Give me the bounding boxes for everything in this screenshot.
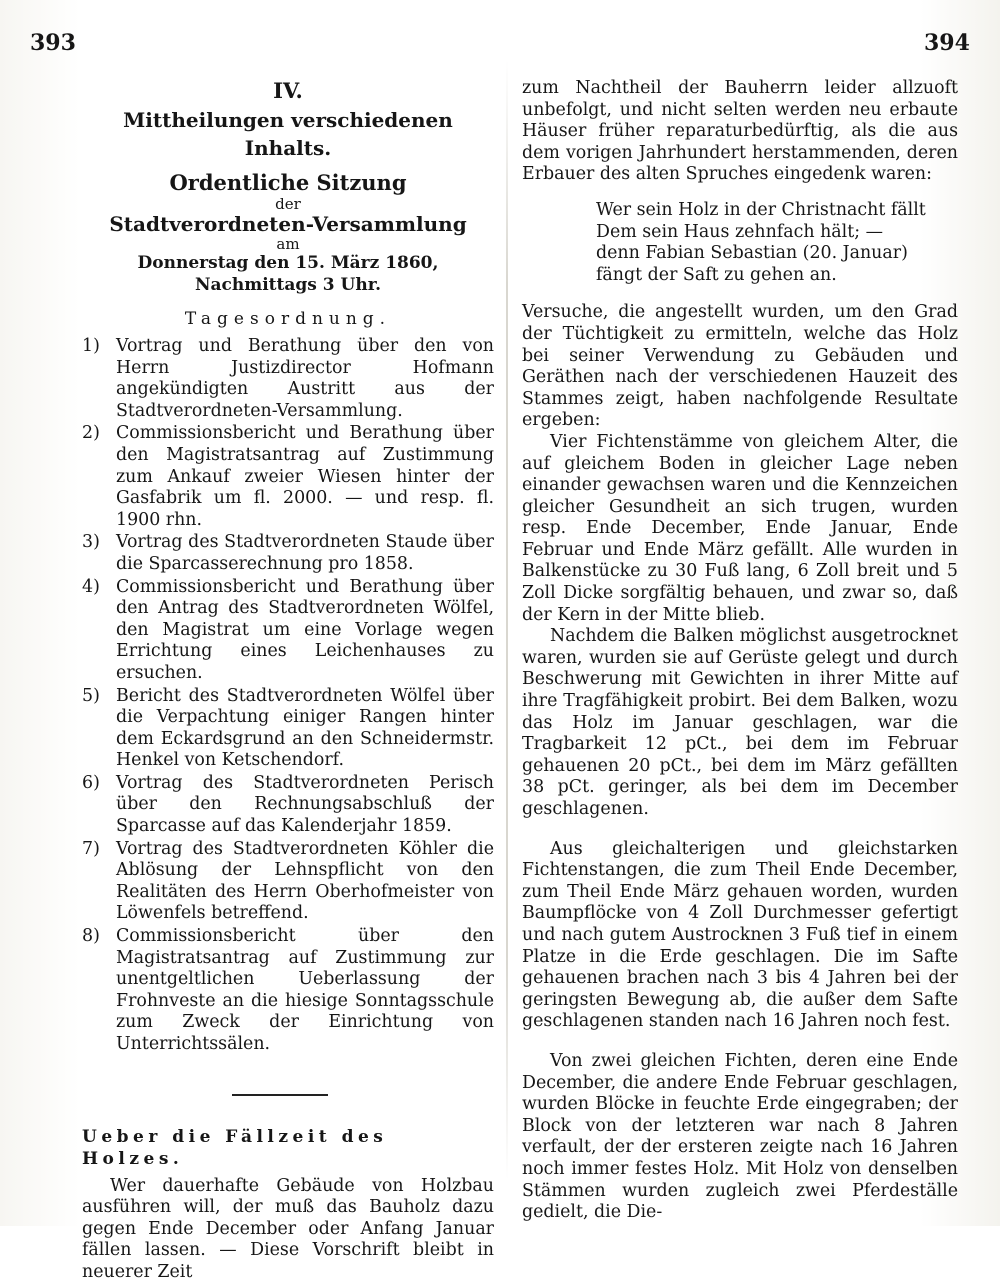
- meeting-date: Donnerstag den 15. März 1860,: [137, 253, 439, 273]
- spacer: [522, 1033, 958, 1051]
- agenda-item-number: 2): [82, 423, 100, 444]
- meeting-assembly: Stadtverordneten-Versammlung: [109, 212, 467, 236]
- agenda-item: [82, 577, 494, 685]
- verse-line: Wer sein Holz in der Christnacht fällt: [596, 199, 926, 220]
- verse-line: Dem sein Haus zehnfach hält; —: [596, 221, 883, 242]
- agenda-item-text: Vortrag des Stadtverordneten Perisch über den Rechnungsabschluß der Sparcasse auf das Kalenderjahr 1859.: [116, 772, 494, 837]
- left-column: [82, 78, 494, 1284]
- paragraph: Aus gleichalterigen und gleichstarken Fichtenstangen, die zum Theil Ende December, zum Theil Ende März gehauen worden, wurden Baumpflöcke von 4 Zoll Durchmesser gefertigt und nach gutem Austrocknen 3 Fuß tief in einem Platze in die Erde geschlagen. Die im Safte gehauenen brachen nach 3 bis 4 Jahren bei der geringsten Bewegung ab, die außer dem Safte geschlagenen standen nach 16 Jahren noch fest.: [522, 838, 958, 1032]
- agenda-item-text: Commissionsbericht und Berathung über den Magistratsantrag auf Zustimmung zum Ankauf zweier Wiesen hinter der Gasfabrik um fl. 2000. — und resp. fl. 1900 rhn.: [116, 423, 494, 530]
- paragraph: Nachdem die Balken möglichst ausgetrocknet waren, wurden sie auf Gerüste gelegt und durch Beschwerung mit Gewichten in ihrer Mitte auf ihre Tragfähigkeit probirt. Bei dem Balken, wozu das Holz im Januar geschlagen, war die Tragbarkeit 12 pCt., bei dem im Februar gehauenen 20 pCt., bei dem im März gefällten 38 pCt. geringer, als bei dem im December geschlagenen.: [522, 626, 958, 819]
- agenda-item: [82, 532, 494, 575]
- agenda-item-text: Commissionsbericht über den Magistratsantrag auf Zustimmung zur unentgeltlichen Ueberlassung der Frohnveste an die hiesige Sonntagsschule zum Zweck der Einrichtung von Unterrichtssälen.: [116, 926, 494, 1054]
- meeting-der: der: [275, 195, 301, 213]
- paragraph: zum Nachtheil der Bauherrn leider allzuoft unbefolgt, und nicht selten werden neu erbaute Häuser früher reparaturbedürftig, als die aus dem vorigen Jahrhundert herstammenden, deren Erbauer des alten Spruches eingedenk waren:: [522, 78, 958, 185]
- agenda-item-text: Vortrag des Stadtverordneten Köhler die Ablösung der Lehnspflicht von den Realitäten des Herrn Oberhofmeister von Löwenfels betreffend.: [116, 838, 494, 924]
- agenda-item: [82, 423, 494, 531]
- agenda-item-number: 8): [82, 926, 100, 947]
- meeting-title: Ordentliche Sitzung: [169, 170, 407, 195]
- book-gutter: [506, 60, 508, 1180]
- agenda-item: [82, 839, 494, 925]
- paragraph: Von zwei gleichen Fichten, deren eine Ende December, die andere Ende Februar geschlagen, wurden Blöcke in feuchte Erde eingegraben; der Block von der letzteren war nach 8 Jahren verfault, der der ersteren zeigte nach 16 Jahren noch immer festes Holz. Mit Holz von denselben Stämmen wurden zugleich zwei Pferdeställe gedielt, die Die-: [522, 1050, 958, 1223]
- agenda-item-number: 3): [82, 532, 100, 553]
- agenda-item-text: Bericht des Stadtverordneten Wölfel über die Verpachtung einiger Rangen hinter dem Eckardsgrund an den Schneidermstr. Henkel von Ketschendorf.: [116, 685, 494, 771]
- agenda-item: [82, 336, 494, 422]
- paragraph: Versuche, die angestellt wurden, um den Grad der Tüchtigkeit zu ermitteln, welche das Holz bei seiner Verwendung zu Gebäuden und Geräthen nach der verschiedenen Hauzeit des Stammes zeigt, haben nachfolgende Resultate ergeben:: [522, 302, 958, 431]
- meeting-time: Nachmittags 3 Uhr.: [194, 275, 382, 295]
- agenda-item-number: 1): [82, 336, 100, 356]
- agenda-item-text: Vortrag und Berathung über den von Herrn Justizdirector Hofmann angekündigten Austritt aus der Stadtverordneten-Versammlung.: [116, 336, 494, 421]
- agenda-item-number: 6): [82, 772, 100, 793]
- agenda-heading: Tagesordnung.: [184, 309, 392, 329]
- agenda-item-text: Vortrag des Stadtverordneten Staude über die Sparcasserechnung pro 1858.: [116, 532, 494, 574]
- section-divider: [232, 1094, 328, 1096]
- spacer: [522, 821, 958, 839]
- verse-line: fängt der Saft zu gehen an.: [596, 264, 837, 285]
- agenda-item: [82, 773, 494, 838]
- page-number-left: 393: [30, 30, 76, 56]
- verse-line: denn Fabian Sebastian (20. Januar): [596, 243, 908, 264]
- agenda-item-text: Commissionsbericht und Berathung über den Antrag des Stadtverordneten Wölfel, den Magistrat um eine Vorlage wegen Errichtung eines Leichenhauses zu ersuchen.: [116, 576, 494, 683]
- paragraph: Vier Fichtenstämme von gleichem Alter, die auf gleichem Boden in gleicher Lage neben einander gewachsen waren und die Kennzeichen gleicher Gesundheit an sich trugen, wurden resp. Ende December, Ende Januar, Ende Februar und Ende März gefällt. Alle wurden in Balkenstücke zu 30 Fuß lang, 6 Zoll breit und 5 Zoll Dicke sorgfältig behauen, und zwar so, daß der Kern in der Mitte blieb.: [522, 431, 958, 625]
- article-title: Ueber die Fällzeit des Holzes.: [82, 1126, 388, 1169]
- article-intro: Wer dauerhafte Gebäude von Holzbau ausführen will, der muß das Bauholz dazu gegen Ende December oder Anfang Januar fällen lassen. — Diese Vorschrift bleibt in neuerer Zeit: [82, 1175, 494, 1282]
- right-column: [522, 78, 958, 1224]
- agenda-item-number: 5): [82, 685, 100, 706]
- page-number-right: 394: [924, 30, 970, 56]
- agenda-item: [82, 686, 494, 772]
- agenda-item-number: 7): [82, 838, 100, 859]
- section-title: Mittheilungen verschiedenen Inhalts.: [123, 108, 453, 160]
- section-number: IV.: [273, 78, 303, 103]
- meeting-am: am: [276, 235, 300, 253]
- agenda-item: [82, 926, 494, 1056]
- verse: [522, 200, 958, 286]
- agenda-item-number: 4): [82, 576, 100, 597]
- agenda-list: [82, 336, 494, 1056]
